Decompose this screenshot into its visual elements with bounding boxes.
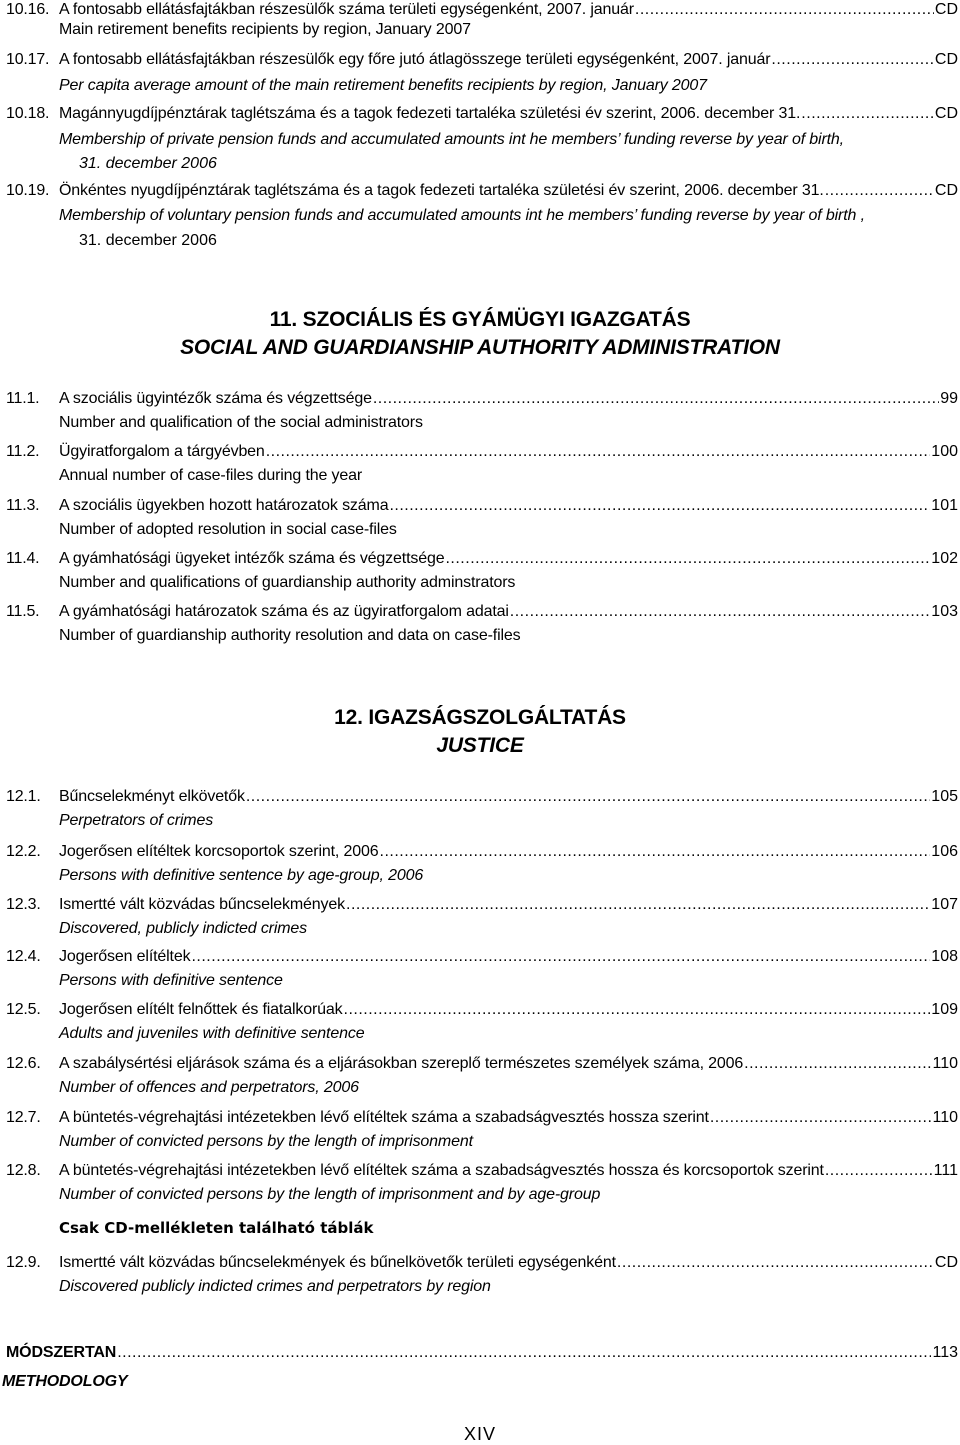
toc-entry-line[interactable] [6, 602, 958, 622]
leader-dots [191, 947, 930, 967]
entry-number: 12.6. [6, 1055, 41, 1072]
entry-title-row [59, 50, 958, 70]
section-12-subtitle: JUSTICE [436, 734, 524, 757]
entry-page: 107 [931, 896, 958, 913]
toc-entry-line[interactable] [6, 104, 958, 124]
entry-english-title: Persons with definitive sentence [59, 972, 283, 989]
entry-english-title: Number and qualification of the social administrators [59, 414, 423, 431]
entry-title-row [59, 895, 958, 915]
entry-title-row [59, 104, 958, 124]
entry-title-row [59, 947, 958, 967]
entry-page: CD [934, 1254, 958, 1271]
entry-number: 10.19. [6, 182, 50, 199]
toc-entry-line[interactable] [6, 947, 958, 967]
entry-page: 100 [931, 443, 958, 460]
leader-dots [825, 1161, 933, 1181]
entry-number: 12.1. [6, 788, 41, 805]
entry-title: Magánnyugdíjpénztárak taglétszáma és a tagok fedezeti tartaléka születési év szerint, 2006. december 31. [59, 105, 801, 122]
leader-dots [744, 1054, 931, 1074]
toc-entry-line[interactable] [6, 1253, 958, 1273]
leader-dots [635, 0, 934, 20]
entry-title: A szociális ügyintézők száma és végzettsége [59, 390, 372, 407]
toc-entry-line[interactable] [6, 1161, 958, 1181]
entry-number: 12.3. [6, 896, 41, 913]
entry-number: 12.4. [6, 948, 41, 965]
entry-page: 110 [932, 1055, 958, 1072]
entry-title-row [59, 0, 958, 20]
toc-entry-line[interactable] [6, 787, 958, 807]
entry-english-title: Number of adopted resolution in social case-files [59, 521, 397, 538]
entry-title-row [59, 549, 958, 569]
entry-english-title: Number and qualifications of guardianship authority adminstrators [59, 574, 516, 591]
leader-dots [266, 442, 931, 462]
leader-dots [389, 496, 930, 516]
entry-page: CD [934, 182, 958, 199]
entry-number: 12.9. [6, 1254, 41, 1271]
entry-page: 105 [931, 788, 958, 805]
toc-entry-line[interactable] [6, 496, 958, 516]
entry-page: CD [934, 51, 958, 68]
entry-title-row [59, 1108, 958, 1128]
section-12-title: 12. IGAZSÁGSZOLGÁLTATÁS [334, 706, 626, 729]
entry-title: A gyámhatósági határozatok száma és az ügyiratforgalom adatai [59, 603, 509, 620]
section-11-subtitle: SOCIAL AND GUARDIANSHIP AUTHORITY ADMINISTRATION [180, 336, 780, 359]
leader-dots [617, 1253, 934, 1273]
entry-english-title: Persons with definitive sentence by age-group, 2006 [59, 867, 424, 884]
leader-dots [801, 104, 934, 124]
toc-entry-line[interactable] [6, 1343, 958, 1363]
entry-number: 11.1. [6, 390, 40, 407]
entry-english-title: Discovered, publicly indicted crimes [59, 920, 308, 937]
entry-number: 10.18. [6, 105, 50, 122]
entry-title-row [59, 1253, 958, 1273]
entry-number: 11.2. [6, 443, 40, 460]
entry-english-title: Annual number of case-files during the year [59, 467, 363, 484]
page-number: XIV [463, 1424, 496, 1444]
leader-dots [771, 50, 933, 70]
entry-title-row [59, 442, 958, 462]
leader-dots [373, 389, 939, 409]
entry-title: Ismertté vált közvádas bűncselekmények és bűnelkövetők területi egységenként [59, 1254, 616, 1271]
toc-entry-line[interactable] [6, 1108, 958, 1128]
toc-entry-line[interactable] [6, 895, 958, 915]
leader-dots [344, 1000, 931, 1020]
entry-title-row [59, 787, 958, 807]
entry-english-title: Number of convicted persons by the length of imprisonment [59, 1133, 473, 1150]
entry-title-row [59, 1054, 958, 1074]
leader-dots [117, 1343, 931, 1363]
entry-english-title-cont: 31. december 2006 [79, 232, 217, 249]
entry-title-row [59, 1161, 958, 1181]
entry-page: 111 [933, 1162, 958, 1179]
entry-page: 103 [931, 603, 958, 620]
entry-title: Önkéntes nyugdíjpénztárak taglétszáma és a tagok fedezeti tartaléka születési év szerint, 2006. december 31. [59, 182, 824, 199]
entry-title: MÓDSZERTAN [6, 1344, 117, 1361]
entry-title-row [59, 842, 958, 862]
entry-title: A fontosabb ellátásfajtákban részesülők száma területi egységenként, 2007. január [59, 1, 634, 18]
entry-title: Jogerősen elítélt felnőttek és fiatalkorúak [59, 1001, 343, 1018]
entry-title-row [59, 389, 958, 409]
entry-page: CD [934, 105, 958, 122]
entry-title: A szociális ügyekben hozott határozatok száma [59, 497, 389, 514]
entry-title: Jogerősen elítéltek [59, 948, 191, 965]
entry-english-title: Per capita average amount of the main retirement benefits recipients by region, January 2007 [59, 77, 707, 94]
entry-number: 12.8. [6, 1162, 41, 1179]
entry-number: 11.5. [6, 603, 40, 620]
entry-title-row [6, 1343, 958, 1363]
leader-dots [346, 895, 930, 915]
entry-title: Ügyiratforgalom a tárgyévben [59, 443, 265, 460]
toc-entry-line[interactable] [6, 1000, 958, 1020]
toc-entry-line[interactable] [6, 442, 958, 462]
entry-english-title: Number of offences and perpetrators, 2006 [59, 1079, 359, 1096]
leader-dots [710, 1108, 932, 1128]
entry-title-row [59, 496, 958, 516]
entry-english-title: Number of convicted persons by the length of imprisonment and by age-group [59, 1186, 601, 1203]
cd-only-note: Csak CD-mellékleten található táblák [59, 1219, 374, 1237]
entry-number: 10.16. [6, 1, 50, 18]
leader-dots [246, 787, 930, 807]
entry-english-title: Discovered publicly indicted crimes and perpetrators by region [59, 1278, 491, 1295]
entry-number: 10.17. [6, 51, 50, 68]
entry-english-title: Membership of voluntary pension funds and accumulated amounts int he members’ funding reverse by year of birth , [59, 207, 865, 224]
entry-english-title: Main retirement benefits recipients by region, January 2007 [59, 21, 471, 38]
leader-dots [445, 549, 930, 569]
entry-number: 11.4. [6, 550, 40, 567]
entry-title: A büntetés-végrehajtási intézetekben lévő elítéltek száma a szabadságvesztés hossza szerint [59, 1109, 709, 1126]
entry-page: 113 [932, 1344, 958, 1361]
entry-title: Ismertté vált közvádas bűncselekmények [59, 896, 345, 913]
entry-page: 99 [940, 390, 958, 407]
section-11-title: 11. SZOCIÁLIS ÉS GYÁMÜGYI IGAZGATÁS [269, 308, 691, 331]
entry-page: 110 [932, 1109, 958, 1126]
entry-title: A fontosabb ellátásfajtákban részesülők egy főre jutó átlagösszege területi egységenként, 2007. január [59, 51, 771, 68]
entry-title-row [59, 602, 958, 622]
entry-title: A büntetés-végrehajtási intézetekben lévő elítéltek száma a szabadságvesztés hossza és korcsoportok szerint [59, 1162, 824, 1179]
entry-english-title: Membership of private pension funds and accumulated amounts int he members’ funding reverse by year of birth, [59, 131, 844, 148]
entry-number: 11.3. [6, 497, 40, 514]
methodology-english: METHODOLOGY [2, 1373, 128, 1390]
toc-entry-line[interactable] [6, 1054, 958, 1074]
entry-page: 108 [931, 948, 958, 965]
entry-page: 106 [931, 843, 958, 860]
entry-title: Bűncselekményt elkövetők [59, 788, 245, 805]
toc-entry-line[interactable] [6, 50, 958, 70]
leader-dots [510, 602, 931, 622]
entry-english-title: Perpetrators of crimes [59, 812, 214, 829]
entry-page: CD [934, 1, 958, 18]
entry-english-title: Number of guardianship authority resolution and data on case-files [59, 627, 521, 644]
entry-page: 101 [931, 497, 958, 514]
toc-entry-line[interactable] [6, 549, 958, 569]
entry-title-row [59, 181, 958, 201]
toc-entry-line[interactable] [6, 0, 958, 20]
entry-page: 102 [931, 550, 958, 567]
entry-title-row [59, 1000, 958, 1020]
entry-number: 12.2. [6, 843, 41, 860]
entry-page: 109 [931, 1001, 958, 1018]
entry-number: 12.7. [6, 1109, 41, 1126]
entry-title: Jogerősen elítéltek korcsoportok szerint, 2006 [59, 843, 379, 860]
entry-english-title-cont: 31. december 2006 [79, 155, 217, 172]
entry-number: 12.5. [6, 1001, 41, 1018]
entry-title: A szabálysértési eljárások száma és a eljárásokban szereplő természetes személyek száma, 2006 [59, 1055, 744, 1072]
leader-dots [380, 842, 931, 862]
toc-entry-line[interactable] [6, 389, 958, 409]
toc-entry-line[interactable] [6, 181, 958, 201]
toc-entry-line[interactable] [6, 842, 958, 862]
entry-title: A gyámhatósági ügyeket intézők száma és végzettsége [59, 550, 445, 567]
leader-dots [825, 181, 934, 201]
entry-english-title: Adults and juveniles with definitive sentence [59, 1025, 365, 1042]
